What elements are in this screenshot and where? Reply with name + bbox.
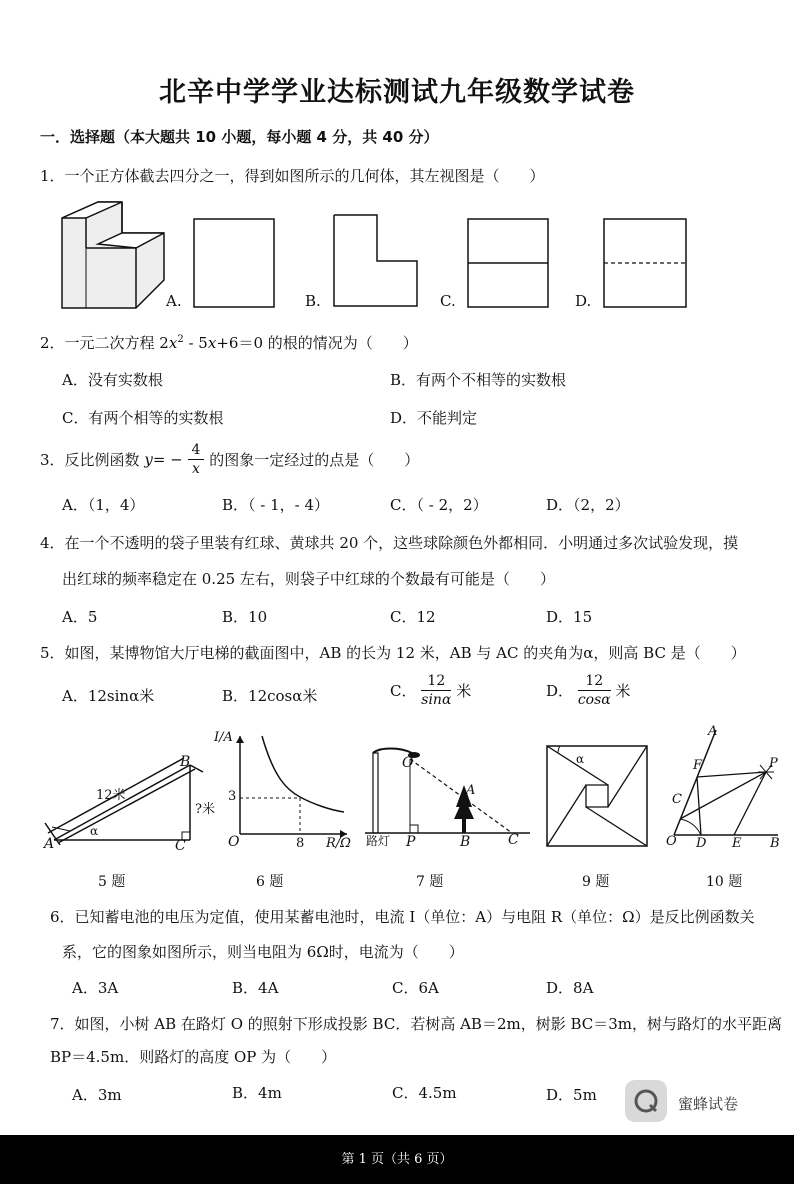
- q1-solid-figure: [50, 198, 170, 310]
- q1-option-d-view: [603, 218, 687, 308]
- fig7-label-b: B: [460, 834, 471, 850]
- q1-option-a-view: [193, 218, 275, 308]
- fig9-label-alpha: α: [576, 752, 585, 766]
- q3-fraction: $\frac{4}{x}$: [188, 441, 205, 478]
- question-5-stem: 5．如图，某博物馆大厅电梯的截面图中，AB 的长为 12 米，AB 与 AC 的夹角为α，则高 BC 是（ ）: [40, 644, 746, 662]
- page-footer: 第 1 页（共 6 页）: [341, 1152, 453, 1167]
- fig5-caption: 5 题: [98, 874, 126, 890]
- fig6-label-x8: 8: [296, 836, 305, 851]
- q4-option-d: D．15: [546, 608, 593, 626]
- q2-option-a: A．没有实数根: [62, 371, 163, 389]
- q2-option-b: B．有两个不相等的实数根: [390, 371, 567, 389]
- q5-option-d: D． $\frac{12}{\cos\alpha}$ 米: [546, 673, 631, 708]
- q3-option-b: B．（ - 1，- 4）: [222, 496, 330, 514]
- question-7-line1: 7．如图，小树 AB 在路灯 O 的照射下形成投影 BC．若树高 AB＝2m，树影 BC＝3m，树与路灯的水平距离: [50, 1015, 783, 1033]
- q1-option-c-label: C.: [440, 292, 456, 310]
- q6-option-c: C．6A: [392, 979, 439, 997]
- q6-option-a: A．3A: [72, 979, 119, 997]
- q3-option-a: A．（1，4）: [62, 496, 145, 514]
- q1-option-b-view: [333, 214, 419, 308]
- fig7-label-lamp: 路灯: [366, 834, 391, 848]
- question-6-line2: 系，它的图象如图所示，则当电阻为 6Ω时，电流为（ ）: [62, 943, 464, 961]
- q7-option-b: B．4m: [232, 1084, 282, 1102]
- fig10-label-e: E: [732, 836, 742, 851]
- fig10-label-o: O: [666, 834, 677, 849]
- q1-option-b-label: B.: [305, 292, 321, 310]
- q7-option-c: C．4.5m: [392, 1084, 457, 1102]
- fig10-label-a: A: [708, 724, 718, 739]
- q3-option-c: C．（ - 2，2）: [390, 496, 488, 514]
- q1-option-c-view: [467, 218, 549, 308]
- q4-option-a: A．5: [62, 608, 98, 626]
- watermark-logo-icon: [625, 1080, 667, 1122]
- q4-option-c: C．12: [390, 608, 436, 626]
- q2-option-c: C．有两个相等的实数根: [62, 409, 224, 427]
- fig10-label-f: F: [693, 758, 703, 773]
- fig6-caption: 6 题: [256, 874, 284, 890]
- fig5-label-b: B: [180, 754, 191, 770]
- fig5-label-a: A: [44, 836, 55, 852]
- q1-option-a-label: A.: [166, 292, 182, 310]
- fig10-label-c: C: [672, 792, 682, 807]
- q5-option-a: A．12sinα米: [62, 687, 155, 705]
- fig5-label-alpha: α: [90, 824, 99, 838]
- fig7-label-a: A: [466, 783, 476, 798]
- fig7-label-o: O: [402, 755, 414, 771]
- q7-option-d: D．5m: [546, 1086, 597, 1104]
- watermark-text: 蜜蜂试卷: [678, 1095, 739, 1113]
- q5-option-b: B．12cosα米: [222, 687, 318, 705]
- page-title: 北辛中学学业达标测试九年级数学试卷: [159, 77, 635, 108]
- question-4-line2: 出红球的频率稳定在 0.25 左右，则袋子中红球的个数最有可能是（ ）: [62, 570, 555, 588]
- fig5-label-c: C: [175, 838, 186, 854]
- fig9-caption: 9 题: [582, 874, 610, 890]
- question-2-stem: 2．一元二次方程 $2x^2 - 5x+6=0$ 的根的情况为（ ）: [40, 334, 418, 352]
- figure-9-square: [546, 745, 648, 847]
- fig6-label-y-axis: I/A: [214, 730, 233, 745]
- fig6-label-x-axis: R/Ω: [326, 836, 351, 851]
- question-4-line1: 4．在一个不透明的袋子里装有红球、黄球共 20 个，这些球除颜色外都相同．小明通过多次试验发现，摸: [40, 534, 739, 552]
- q6-option-d: D．8A: [546, 979, 594, 997]
- q1-option-d-label: D.: [575, 292, 592, 310]
- figure-6-graph: [212, 730, 352, 845]
- fig10-caption: 10 题: [706, 874, 743, 890]
- figure-10-construction: [666, 725, 786, 850]
- fig5-label-length: 12米: [96, 788, 126, 803]
- fig7-label-c: C: [508, 832, 519, 848]
- fig7-label-p: P: [406, 834, 416, 850]
- question-1-stem: 1．一个正方体截去四分之一，得到如图所示的几何体，其左视图是（ ）: [40, 167, 545, 185]
- fig6-label-y3: 3: [228, 789, 237, 804]
- question-3-stem: 3．反比例函数 y= − $\frac{4}{x}$ 的图象一定经过的点是（ ）: [40, 442, 420, 477]
- q6-option-b: B．4A: [232, 979, 279, 997]
- fig7-caption: 7 题: [416, 874, 444, 890]
- fig5-label-height: ?米: [195, 802, 215, 817]
- q3-option-d: D．（2，2）: [546, 496, 630, 514]
- fig10-label-b: B: [770, 836, 780, 851]
- q2-option-d: D．不能判定: [390, 409, 478, 427]
- figure-7-streetlight: [360, 745, 535, 845]
- fig10-label-p: P: [769, 756, 778, 771]
- q4-option-b: B．10: [222, 608, 268, 626]
- fig6-label-origin: O: [228, 834, 240, 850]
- q5-option-c: C． $\frac{12}{\sin\alpha}$ 米: [390, 673, 472, 708]
- q7-option-a: A．3m: [72, 1086, 122, 1104]
- section-heading: 一．选择题（本大题共 10 小题，每小题 4 分，共 40 分）: [40, 128, 439, 146]
- question-7-line2: BP＝4.5m．则路灯的高度 OP 为（ ）: [50, 1048, 337, 1066]
- fig10-label-d: D: [696, 836, 707, 851]
- question-6-line1: 6．已知蓄电池的电压为定值，使用某蓄电池时，电流 I（单位：A）与电阻 R（单位：Ω）是反比例函数关: [50, 908, 755, 926]
